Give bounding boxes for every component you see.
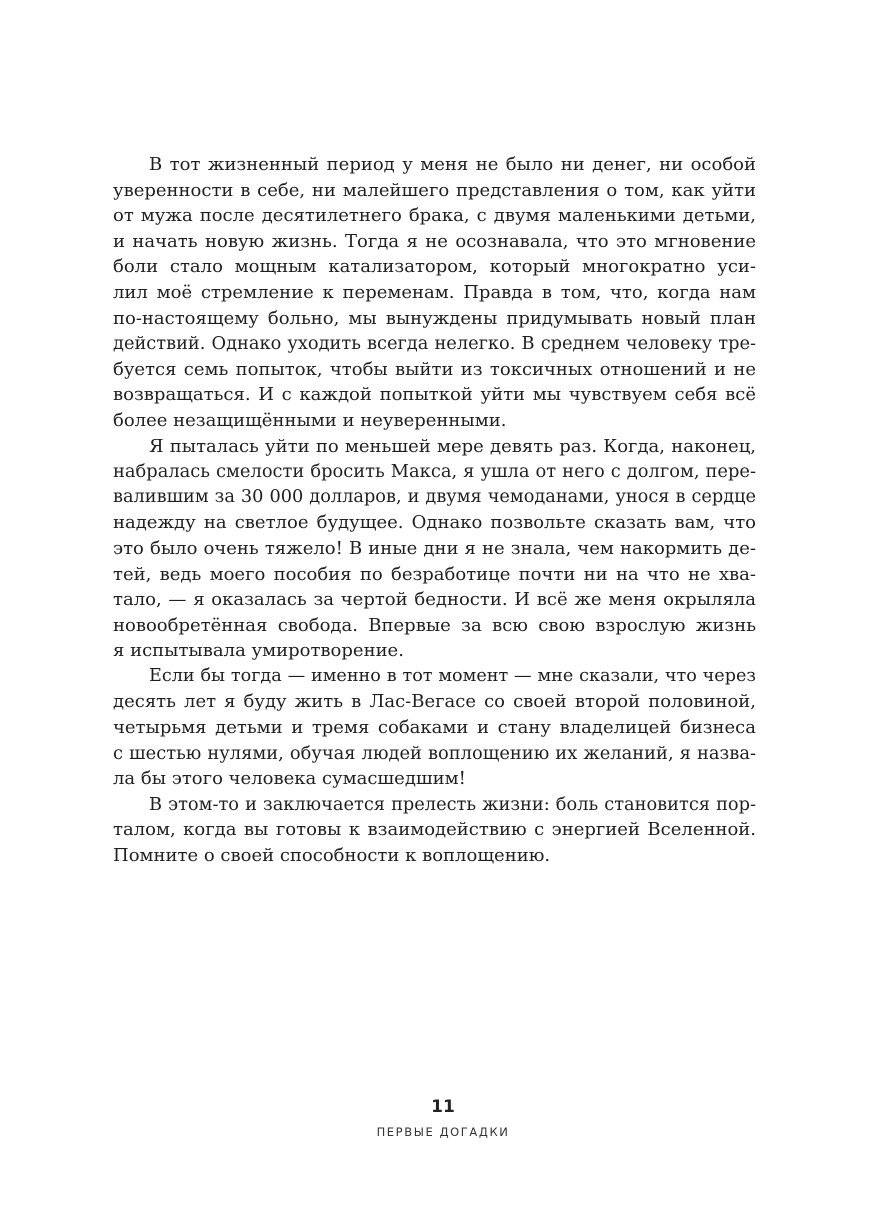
- text-line: В этом-то и заключается прелесть жизни: боль становится пор-: [149, 793, 756, 815]
- paragraph-3: [113, 664, 756, 792]
- text-line: тало, — я оказалась за чертой бедности. И всё же меня окрыляла: [113, 589, 756, 611]
- paragraph-1: [113, 152, 756, 434]
- text-line: тей, ведь моего пособия по безработице почти ни на что не хва-: [113, 563, 756, 585]
- text-line: надежду на светлое будущее. Однако позвольте сказать вам, что: [113, 512, 756, 534]
- text-line: талом, когда вы готовы к взаимодействию с энергией Вселенной.: [113, 819, 756, 841]
- text-line: Я пыталась уйти по меньшей мере девять раз. Когда, наконец,: [149, 435, 756, 457]
- text-line: набралась смелости бросить Макса, я ушла от него с долгом, пере-: [113, 461, 756, 483]
- text-line: от мужа после десятилетнего брака, с двумя маленькими детьми,: [113, 205, 756, 227]
- text-line: боли стало мощным катализатором, который многократно уси-: [113, 256, 756, 278]
- text-line: буется семь попыток, чтобы выйти из токсичных отношений и не: [113, 358, 756, 380]
- text-line: новообретённая свобода. Впервые за всю свою взрослую жизнь: [113, 614, 756, 636]
- text-line: возвращаться. И с каждой попыткой уйти мы чувствуем себя всё: [113, 384, 756, 406]
- text-line: это было очень тяжело! В иные дни я не знала, чем накормить де-: [113, 537, 756, 559]
- text-line: четырьмя детьми и тремя собаками и стану владелицей бизнеса: [113, 717, 756, 739]
- text-line: ла бы этого человека сумасшедшим!: [113, 768, 466, 790]
- paragraph-2: [113, 434, 756, 664]
- text-line: лил моё стремление к переменам. Правда в том, что, когда нам: [113, 281, 756, 303]
- text-line: и начать новую жизнь. Тогда я не осознавала, что это мгновение: [113, 230, 756, 252]
- text-line: я испытывала умиротворение.: [113, 640, 404, 662]
- text-line: с шестью нулями, обучая людей воплощению их желаний, я назва-: [113, 742, 756, 764]
- page-number: 11: [431, 1097, 455, 1117]
- text-line: валившим за 30 000 долларов, и двумя чемоданами, унося в сердце: [113, 486, 756, 507]
- running-title: ПЕРВЫЕ ДОГАДКИ: [376, 1125, 510, 1139]
- text-line: десять лет я буду жить в Лас-Вегасе со своей второй половиной,: [113, 691, 756, 713]
- text-line: действий. Однако уходить всегда нелегко. В среднем человеку тре-: [113, 333, 756, 355]
- text-line: Помните о своей способности к воплощению.: [113, 845, 551, 867]
- paragraph-4: [113, 792, 756, 869]
- text-line: уверенности в себе, ни малейшего представления о том, как уйти: [113, 179, 756, 201]
- text-line: В тот жизненный период у меня не было ни денег, ни особой: [149, 154, 756, 175]
- text-line: по-настоящему больно, мы вынуждены придумывать новый план: [113, 307, 756, 329]
- text-line: Если бы тогда — именно в тот момент — мне сказали, что через: [149, 665, 756, 686]
- text-line: более незащищёнными и неуверенными.: [113, 409, 507, 431]
- body-text: [113, 152, 756, 869]
